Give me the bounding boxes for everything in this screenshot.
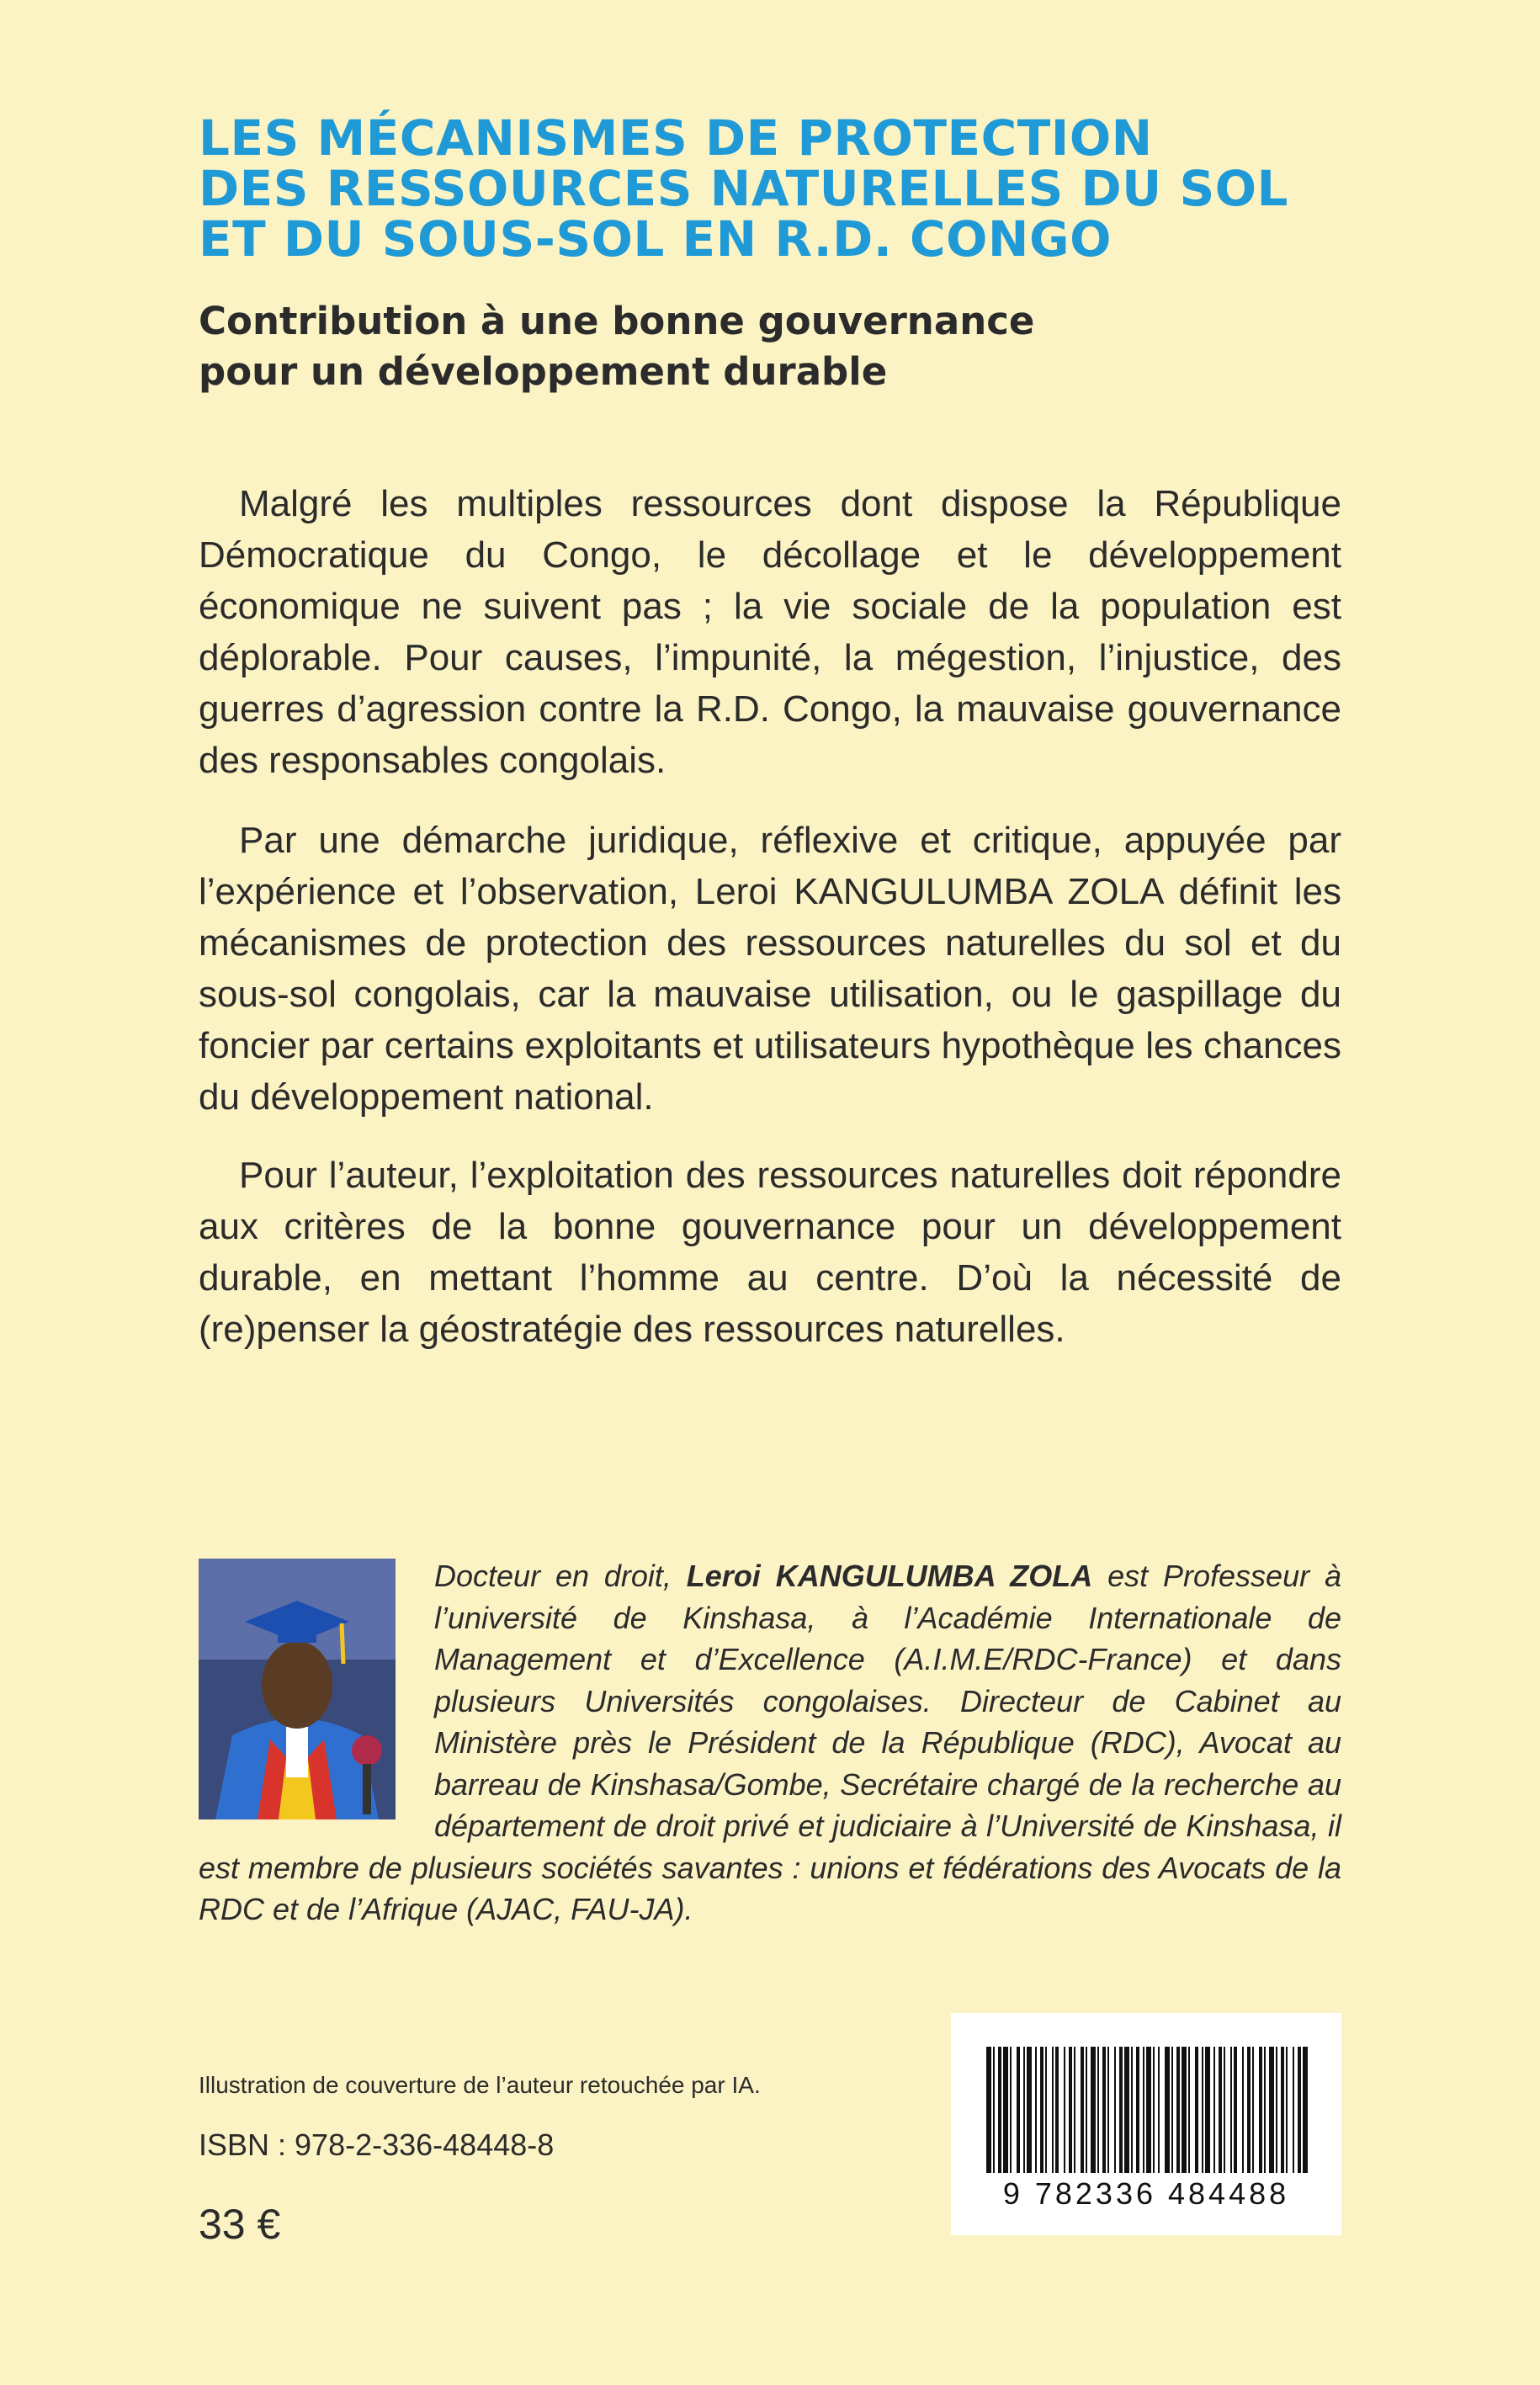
- barcode-bar: [1003, 2047, 1008, 2173]
- barcode-bar: [1052, 2047, 1054, 2173]
- barcode-bar: [1188, 2047, 1190, 2173]
- barcode-bar: [986, 2047, 991, 2173]
- summary-paragraph-3: Pour l’auteur, l’exploitation des ressources naturelles doit répondre aux critères de la bonne gouvernance pour un développement durable, en mettant l’homme au centre. D’où la nécessité de (re)penser la géostratégie des ressources naturelles.: [199, 1155, 1341, 1350]
- barcode-bar: [1234, 2047, 1237, 2173]
- barcode-bar: [1153, 2047, 1155, 2173]
- barcode-bars: [985, 2047, 1308, 2173]
- barcode-bar: [1010, 2047, 1012, 2173]
- barcode-bar: [1205, 2047, 1210, 2173]
- barcode-bar: [1230, 2047, 1232, 2173]
- barcode-bar: [1086, 2047, 1087, 2173]
- barcode-bar: [1303, 2047, 1308, 2173]
- barcode-bar: [1017, 2047, 1020, 2173]
- title-line: LES MÉCANISMES DE PROTECTION: [199, 109, 1153, 167]
- barcode-bar: [993, 2047, 995, 2173]
- bio-text: est Professeur à l’université de Kinshasa, à l’Académie Internationale de Management et d’Excellence (A.I.M.E/RDC-France) et dans plusieurs Universités congolaises. Directeur de Cabinet au Ministère près le Président de la République (RDC), Avocat au barreau de Kinshasa/Gombe, Secrétaire chargé de la recherche au département de droit privé et judiciaire à l’Université de Kinshasa, il est membre de plusieurs sociétés savantes : unions et fédérations des Avocats de la RDC et de l’Afrique (AJAC, FAU-JA).: [199, 1559, 1341, 1926]
- barcode-bar: [1298, 2047, 1301, 2173]
- barcode-bar: [1176, 2047, 1180, 2173]
- barcode-bar: [1182, 2047, 1187, 2173]
- barcode-bar: [1114, 2047, 1116, 2173]
- barcode-bar: [1035, 2047, 1037, 2173]
- barcode-bar: [1252, 2047, 1254, 2173]
- barcode-bar: [1081, 2047, 1084, 2173]
- barcode-bar: [1091, 2047, 1096, 2173]
- barcode-bar: [1242, 2047, 1244, 2173]
- barcode-bar: [1269, 2047, 1274, 2173]
- barcode-bar: [1136, 2047, 1139, 2173]
- barcode-bar: [1102, 2047, 1106, 2173]
- barcode-bar: [1165, 2047, 1170, 2173]
- title-line: ET DU SOUS-SOL EN R.D. CONGO: [199, 210, 1112, 268]
- barcode-bar: [1143, 2047, 1144, 2173]
- barcode-bar: [1107, 2047, 1109, 2173]
- barcode-bar: [1055, 2047, 1059, 2173]
- barcode-bar: [1224, 2047, 1225, 2173]
- bio-lead: Docteur en droit,: [434, 1559, 687, 1593]
- barcode-bar: [1264, 2047, 1266, 2173]
- barcode-bar: [1023, 2047, 1025, 2173]
- barcode-bar: [1293, 2047, 1294, 2173]
- barcode-bar: [1074, 2047, 1075, 2173]
- barcode-bar: [998, 2047, 1001, 2173]
- price: 33 €: [199, 2201, 281, 2248]
- barcode-digits: 9 782336 484488: [1002, 2176, 1290, 2211]
- barcode-bar: [1097, 2047, 1099, 2173]
- barcode-bar: [1281, 2047, 1284, 2173]
- barcode-bar: [1119, 2047, 1123, 2173]
- summary-paragraph-2: Par une démarche juridique, réflexive et critique, appuyée par l’expérience et l’observation, Leroi KANGULUMBA ZOLA définit les mécanismes de protection des ressources naturelles du sol et du sous-sol congolais, car la mauvaise utilisation, ou le gaspillage du foncier par certains exploitants et utilisateurs hypothèque les chances du développement national.: [199, 820, 1341, 1118]
- barcode-bar: [1158, 2047, 1160, 2173]
- isbn: ISBN : 978-2-336-48448-8: [199, 2127, 555, 2162]
- barcode-bar: [1040, 2047, 1043, 2173]
- barcode-bar: [1247, 2047, 1251, 2173]
- barcode-bar: [1219, 2047, 1222, 2173]
- cover-illustration-credit: Illustration de couverture de l’auteur retouchée par IA.: [199, 2072, 761, 2098]
- barcode-bar: [1045, 2047, 1047, 2173]
- barcode-bar: [1124, 2047, 1129, 2173]
- barcode-bar: [1146, 2047, 1151, 2173]
- barcode: [951, 2013, 1341, 2235]
- barcode-bar: [1202, 2047, 1203, 2173]
- book-title: [199, 109, 1377, 268]
- author-name: Leroi KANGULUMBA ZOLA: [686, 1559, 1093, 1593]
- barcode-bar: [1286, 2047, 1288, 2173]
- barcode-bar: [1131, 2047, 1133, 2173]
- subtitle-line: Contribution à une bonne gouvernance: [199, 299, 1035, 343]
- barcode-bar: [1195, 2047, 1198, 2173]
- barcode-bar: [1213, 2047, 1215, 2173]
- barcode-bar: [1069, 2047, 1072, 2173]
- book-subtitle: [199, 296, 1377, 397]
- barcode-bar: [1171, 2047, 1173, 2173]
- barcode-bar: [1259, 2047, 1262, 2173]
- barcode-bar: [1064, 2047, 1065, 2173]
- subtitle-line: pour un développement durable: [199, 349, 888, 394]
- summary-paragraph-1: Malgré les multiples ressources dont dispose la République Démocratique du Congo, le décollage et le développement économique ne suivent pas ; la vie sociale de la population est déplorable. Pour causes, l’impunité, la mégestion, l’injustice, des guerres d’agression contre la R.D. Congo, la mauvaise gouvernance des responsables congolais.: [199, 483, 1341, 781]
- author-bio: [199, 1555, 1341, 1931]
- barcode-bar: [1027, 2047, 1032, 2173]
- author-photo: [199, 1559, 396, 1819]
- title-line: DES RESSOURCES NATURELLES DU SOL: [199, 160, 1289, 217]
- barcode-bar: [1276, 2047, 1277, 2173]
